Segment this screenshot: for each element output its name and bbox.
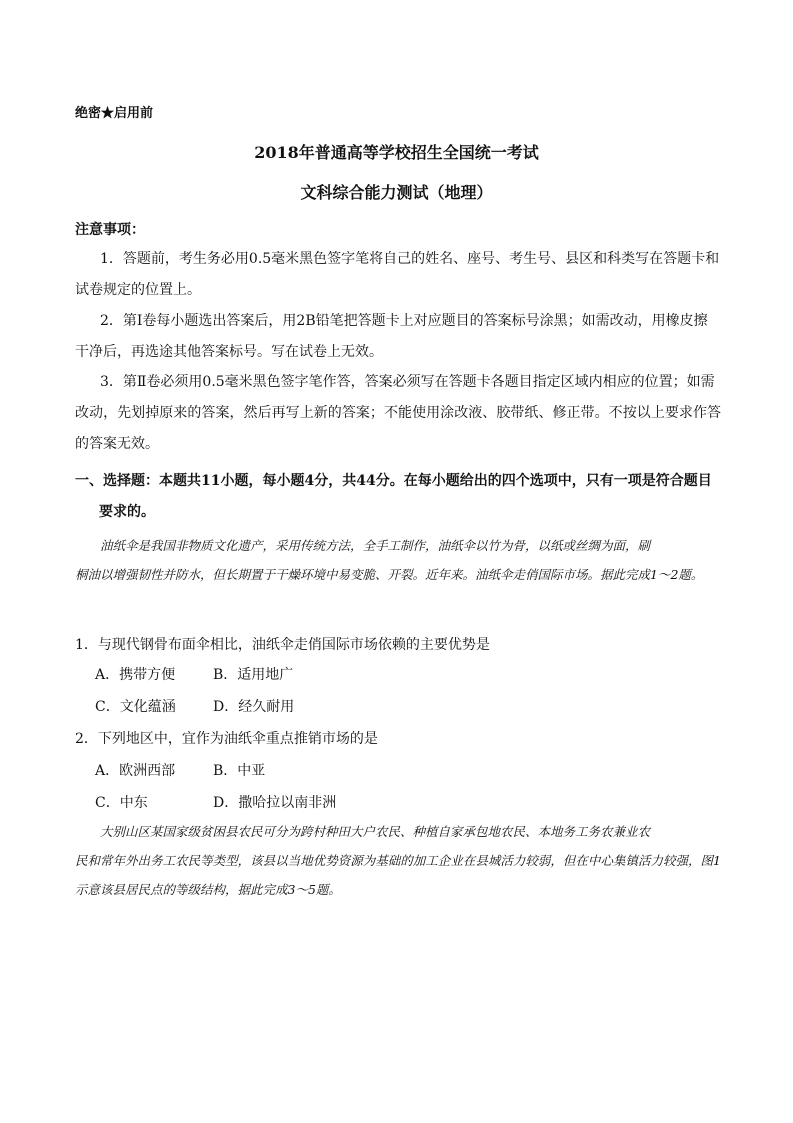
- notice-item-1: [75, 244, 721, 306]
- reading-material-1-line1: 油纸伞是我国非物质文化遗产，采用传统方法，全手工制作，油纸伞以竹为骨，以纸或丝绸为面，刷: [100, 538, 651, 553]
- question-1-options-row-2: [95, 696, 294, 716]
- section-instructions-line1: 一、选择题：本题共11小题，每小题4分，共44分。在每小题给出的四个选项中，只有一项是符合题目: [75, 473, 712, 489]
- notice-item-3-line1: 3．第Ⅱ卷必须用0.5毫米黑色签字笔作答，答案必须写在答题卡各题目指定区域内相应的位置；如需: [100, 374, 715, 390]
- question-1-option-b: B．适用地广: [213, 667, 294, 683]
- question-1-option-d: D．经久耐用: [213, 699, 295, 715]
- reading-material-2-line1: 大别山区某国家级贫困县农民可分为跨村种田大户农民、种植自家承包地农民、本地务工务农兼业农: [100, 824, 651, 839]
- notice-item-2-rest: 干净后，再选途其他答案标号。写在试卷上无效。: [75, 344, 383, 360]
- confidential-label: 绝密★启用前: [75, 106, 154, 121]
- question-2-option-a: A．欧洲西部: [95, 763, 176, 779]
- notice-heading: 注意事项：: [75, 222, 145, 238]
- notice-item-1-line1: 1．答题前，考生务必用0.5毫米黑色签字笔将自己的姓名、座号、考生号、县区和科类写在答题卡和: [100, 251, 720, 267]
- reading-material-1: [75, 531, 721, 589]
- question-2-option-d: D．撒哈拉以南非洲: [213, 795, 337, 811]
- section-instructions-line2: 要求的。: [99, 504, 155, 520]
- question-1-options-row-1: [95, 664, 293, 684]
- notice-item-3: [75, 367, 721, 460]
- notice-item-2: [75, 306, 721, 368]
- question-2-options-row-1: [95, 760, 265, 780]
- notice-item-2-line1: 2．第Ⅰ卷每小题选出答案后，用2B铅笔把答题卡上对应题目的答案标号涂黑；如需改动，用橡皮擦: [100, 313, 708, 329]
- section-instructions: [75, 466, 723, 528]
- question-2-stem: 2．下列地区中，宜作为油纸伞重点推销市场的是: [75, 731, 378, 747]
- reading-material-1-rest: 桐油以增强韧性并防水，但长期置于干燥环境中易变脆、开裂。近年来。油纸伞走俏国际市场。据此完成1～2题。: [75, 567, 704, 582]
- question-1-option-a: A．携带方便: [95, 667, 176, 683]
- reading-material-2: [75, 817, 721, 904]
- notice-item-3-rest: 改动，先划掉原来的答案，然后再写上新的答案；不能使用涂改液、胶带纸、修正带。不按以上要求作答的答案无效。: [75, 405, 721, 452]
- exam-title: 2018年普通高等学校招生全国统一考试: [254, 143, 539, 162]
- notice-item-1-rest: 试卷规定的位置上。: [75, 282, 201, 298]
- exam-subtitle: 文科综合能力测试（地理）: [300, 183, 493, 202]
- reading-material-2-rest: 民和常年外出务工农民等类型，该县以当地优势资源为基础的加工企业在县城活力较弱，但在中心集镇活力较强，图1示意该县居民点的等级结构，据此完成3～5题。: [75, 853, 721, 897]
- question-2-option-b: B．中亚: [213, 763, 266, 779]
- question-1-option-c: C．文化蕴涵: [95, 699, 176, 715]
- question-2-option-c: C．中东: [95, 795, 148, 811]
- question-2-options-row-2: [95, 792, 336, 812]
- question-1-stem: 1．与现代钢骨布面伞相比，油纸伞走俏国际市场依赖的主要优势是: [75, 637, 490, 653]
